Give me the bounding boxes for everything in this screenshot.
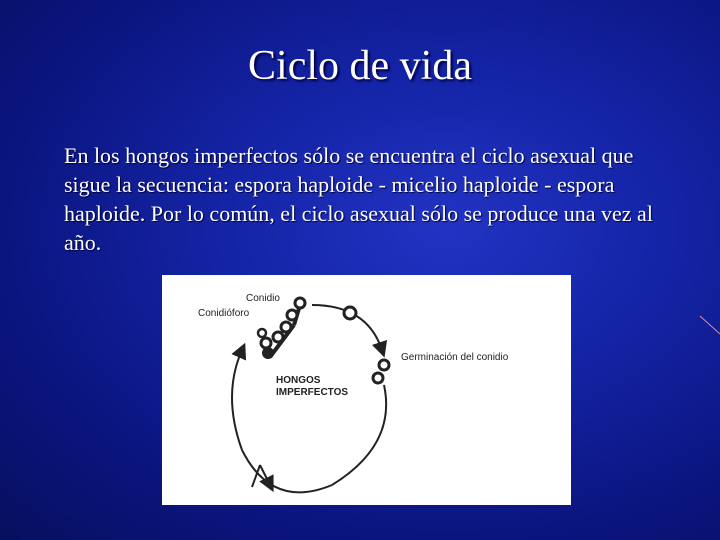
life-cycle-figure xyxy=(162,275,571,505)
label-germinacion: Germinación del conidio xyxy=(401,352,509,363)
spore-2 xyxy=(287,310,297,320)
label-conidio: Conidio xyxy=(246,293,280,304)
conidiophore-base xyxy=(262,347,274,359)
spore-6 xyxy=(258,329,266,337)
free-conidium xyxy=(344,307,356,319)
spore-1 xyxy=(295,298,305,308)
center-label-line1: HONGOS xyxy=(276,375,321,386)
center-label xyxy=(276,375,376,399)
spore-3 xyxy=(281,322,291,332)
cycle-arc-bottom xyxy=(242,450,332,492)
cycle-arc-left xyxy=(232,350,242,450)
center-label-line2: IMPERFECTOS xyxy=(276,387,349,398)
spore-5 xyxy=(261,338,271,348)
label-conidioforo: Conidióforo xyxy=(198,308,250,319)
slide-title: Ciclo de vida xyxy=(248,43,472,89)
cycle-arc-right xyxy=(332,385,386,485)
germinating-conidium-a xyxy=(379,360,389,370)
spore-4 xyxy=(273,332,283,342)
slide-body-text: En los hongos imperfectos sólo se encuentra el ciclo asexual que sigue la secuencia: espora haploide - micelio haploide - espora haploide. Por lo común, el ciclo asexual sólo se produce una vez al año. xyxy=(64,143,653,255)
